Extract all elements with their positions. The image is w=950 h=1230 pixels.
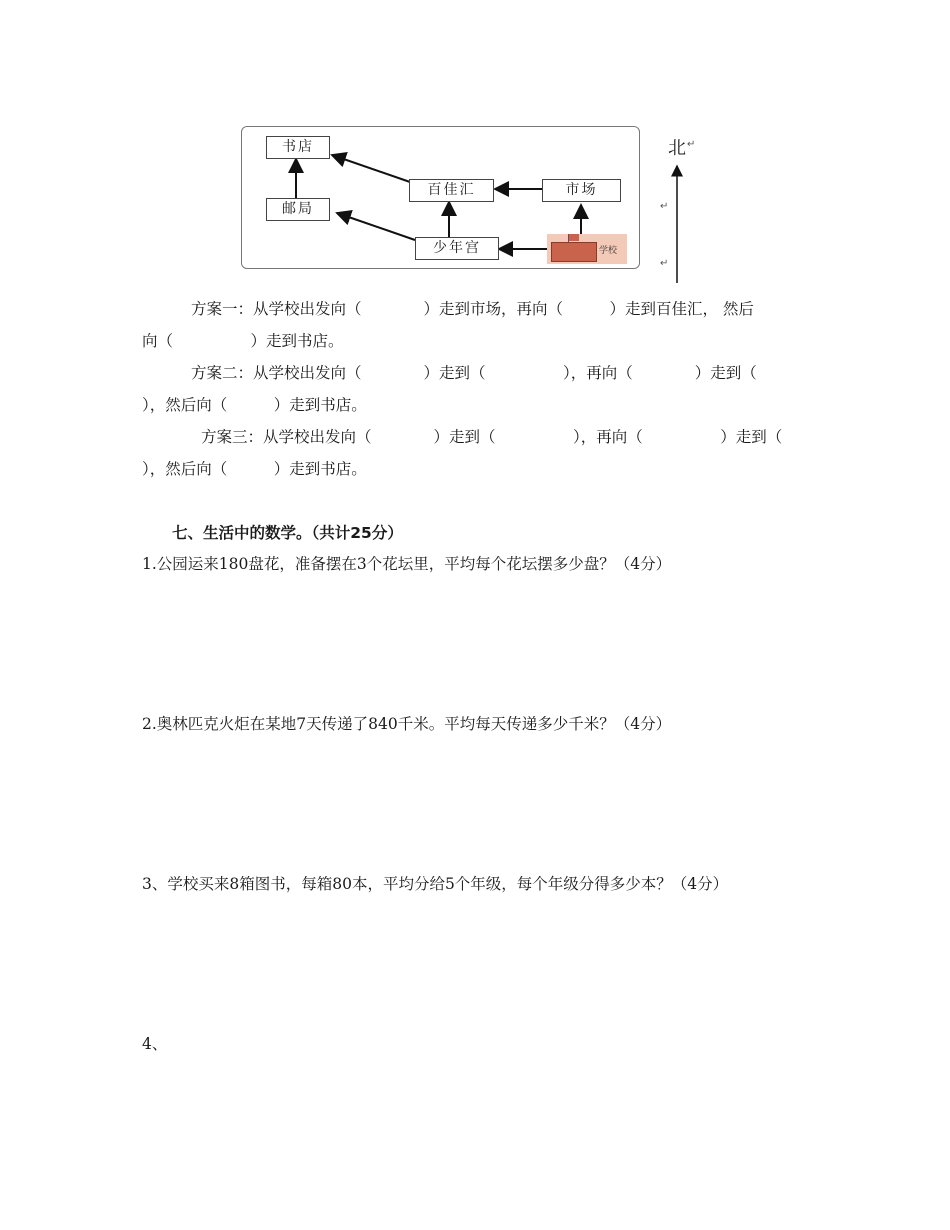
node-baijiahui: 百佳汇 xyxy=(409,179,494,202)
node-youth-palace: 少年宫 xyxy=(415,237,499,260)
question-1: 1.公园运来180盘花，准备摆在3个花坛里，平均每个花坛摆多少盘？（4分） xyxy=(142,555,672,573)
plan-3-line-1: 方案三：从学校出发向（ ）走到（ ），再向（ ）走到（ xyxy=(201,428,783,446)
return-mark: ↵ xyxy=(687,139,696,150)
question-4: 4、 xyxy=(142,1035,168,1053)
section-7-heading: 七、生活中的数学。（共计25分） xyxy=(172,524,403,542)
return-mark: ↵ xyxy=(660,258,669,269)
school-building-icon xyxy=(551,242,597,262)
question-2: 2.奥林匹克火炬在某地7天传递了840千米。平均每天传递多少千米？（4分） xyxy=(142,715,672,733)
node-school xyxy=(547,234,627,264)
plan-3-line-2: ），然后向（ ）走到书店。 xyxy=(142,460,367,478)
node-bookstore: 书店 xyxy=(266,136,330,159)
plan-1-line-1: 方案一：从学校出发向（ ）走到市场，再向（ ）走到百佳汇， 然后 xyxy=(191,300,754,318)
plan-1-line-2: 向（ ）走到书店。 xyxy=(142,332,344,350)
node-market: 市场 xyxy=(542,179,621,202)
return-mark: ↵ xyxy=(660,201,669,212)
school-label: 学校 xyxy=(599,246,618,256)
plan-2-line-1: 方案二：从学校出发向（ ）走到（ ），再向（ ）走到（ xyxy=(191,364,757,382)
question-3: 3、学校买来8箱图书，每箱80本，平均分给5个年级，每个年级分得多少本？（4分） xyxy=(142,875,729,893)
node-post-office: 邮局 xyxy=(266,198,330,221)
plan-2-line-2: ），然后向（ ）走到书店。 xyxy=(142,396,367,414)
north-label: 北 xyxy=(668,138,686,159)
flag-icon xyxy=(569,234,579,241)
